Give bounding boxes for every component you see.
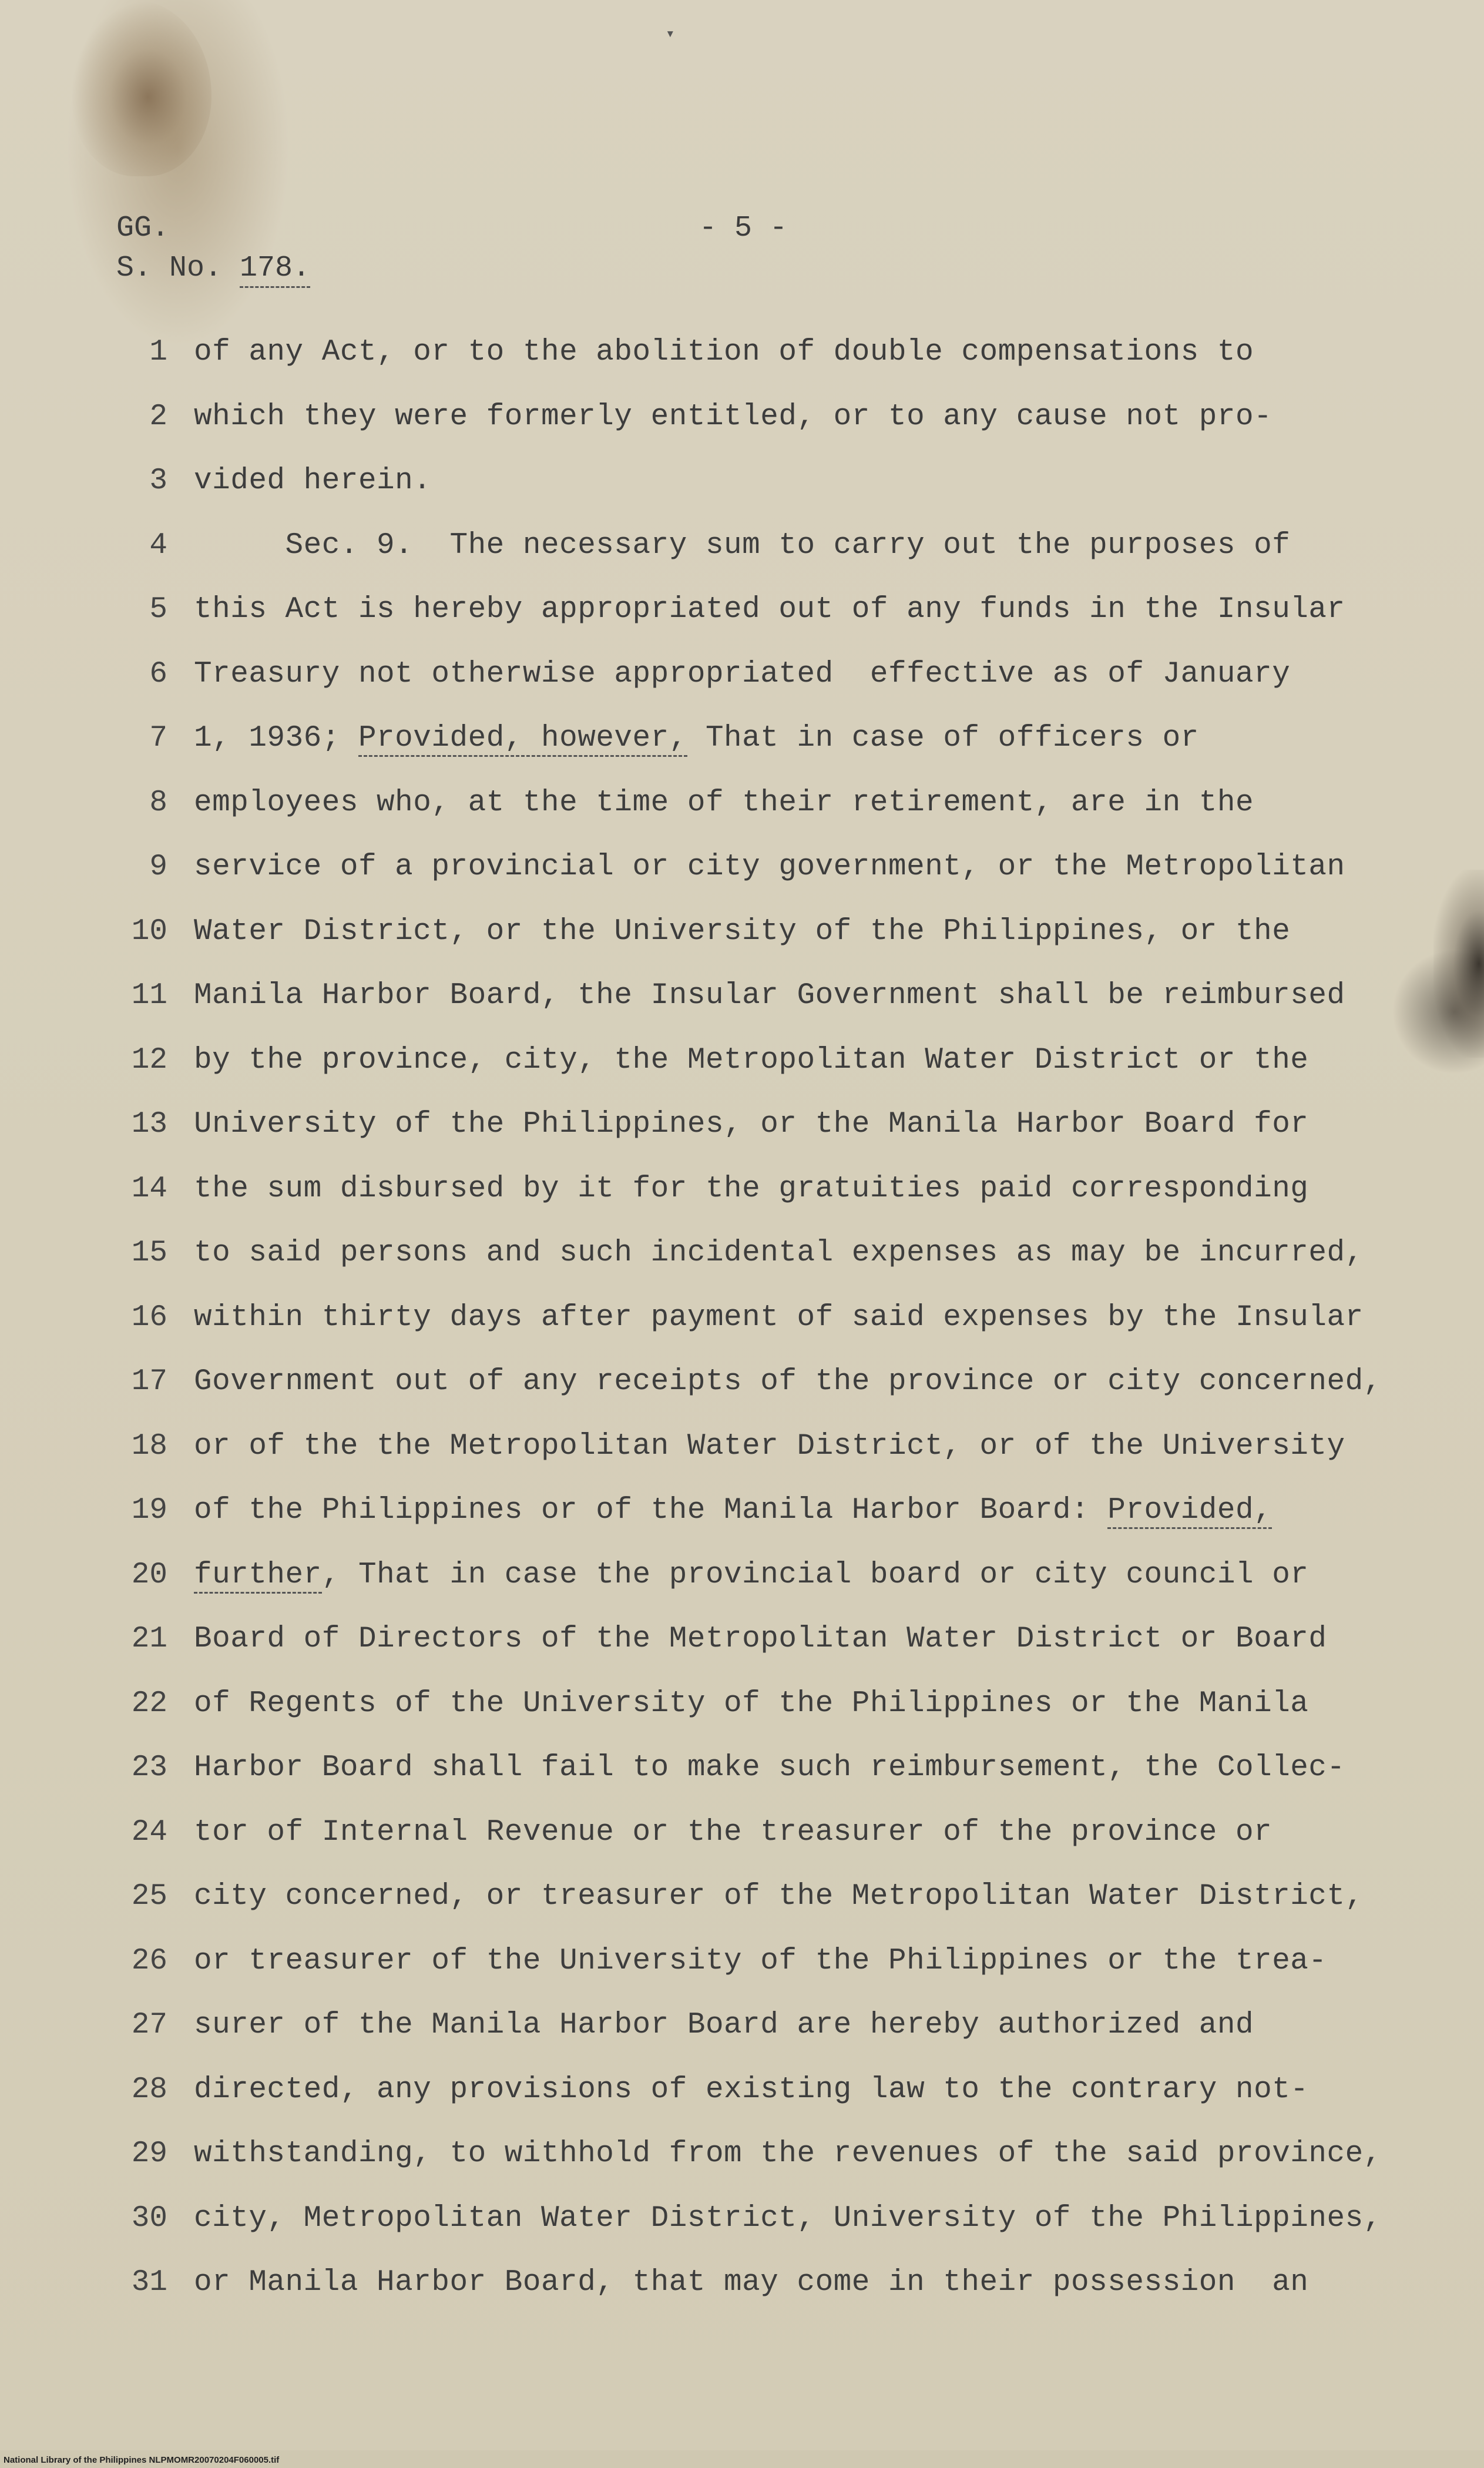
senate-number: 178. xyxy=(240,252,310,288)
line-number: 6 xyxy=(149,657,167,691)
text-line xyxy=(0,1169,1484,1233)
line-number: 26 xyxy=(131,1944,167,1978)
line-number: 19 xyxy=(131,1494,167,1527)
document-header xyxy=(116,209,310,289)
line-text: of Regents of the University of the Philippines or the Manila xyxy=(194,1686,1309,1721)
ink-mark: ▾ xyxy=(666,25,675,43)
text-line xyxy=(0,332,1484,397)
text-line xyxy=(0,1555,1484,1619)
line-number: 10 xyxy=(131,914,167,948)
line-number: 7 xyxy=(149,722,167,755)
header-code: GG. xyxy=(116,212,170,245)
line-number: 9 xyxy=(149,850,167,884)
line-number: 13 xyxy=(131,1108,167,1141)
text-line xyxy=(0,975,1484,1040)
text-line xyxy=(0,2070,1484,2134)
line-number: 2 xyxy=(149,400,167,434)
line-text: employees who, at the time of their retirement, are in the xyxy=(194,786,1254,820)
water-stain xyxy=(70,0,211,176)
text-line xyxy=(0,718,1484,783)
line-number: 25 xyxy=(131,1880,167,1913)
line-text: surer of the Manila Harbor Board are hereby authorized and xyxy=(194,2008,1254,2042)
text-line xyxy=(0,2198,1484,2263)
line-text: of any Act, or to the abolition of double compensations to xyxy=(194,336,1254,369)
line-text: by the province, city, the Metropolitan Water District or the xyxy=(194,1043,1309,1077)
text-line xyxy=(0,1233,1484,1297)
footer-caption: National Library of the Philippines NLPMOMR20070204F060005.tif xyxy=(4,2455,280,2465)
line-number: 4 xyxy=(149,528,167,562)
line-text-post: That in case of officers or xyxy=(687,722,1199,755)
line-number: 12 xyxy=(131,1043,167,1077)
page-number: - 5 - xyxy=(699,212,788,245)
line-text: within thirty days after payment of said expenses by the Insular xyxy=(194,1300,1364,1334)
line-text-pre: of the Philippines or of the Manila Harbor Board: xyxy=(194,1494,1108,1527)
senate-prefix: S. No. xyxy=(116,252,223,285)
line-number: 5 xyxy=(149,593,167,626)
line-number: 24 xyxy=(131,1815,167,1849)
line-text: vided herein. xyxy=(194,464,432,498)
line-text: or Manila Harbor Board, that may come in their possession an xyxy=(194,2266,1309,2299)
line-text-post: , That in case the provincial board or city council or xyxy=(321,1558,1309,1592)
underlined-phrase: Provided, however, xyxy=(358,722,687,757)
numbered-text-body xyxy=(0,332,1484,2327)
line-number: 27 xyxy=(131,2008,167,2042)
line-text xyxy=(194,1555,1308,1596)
text-line xyxy=(0,525,1484,590)
line-number: 15 xyxy=(131,1236,167,1270)
line-text: to said persons and such incidental expenses as may be incurred, xyxy=(194,1236,1364,1270)
line-number: 23 xyxy=(131,1751,167,1785)
text-line xyxy=(0,1104,1484,1169)
line-text: University of the Philippines, or the Manila Harbor Board for xyxy=(194,1108,1309,1141)
line-number: 8 xyxy=(149,786,167,820)
line-number: 16 xyxy=(131,1300,167,1334)
text-line xyxy=(0,2005,1484,2070)
line-text-pre: 1, 1936; xyxy=(194,722,358,755)
line-text: tor of Internal Revenue or the treasurer of the province or xyxy=(194,1815,1273,1849)
line-text xyxy=(194,1490,1272,1531)
text-line xyxy=(0,1362,1484,1426)
line-text: or of the the Metropolitan Water District, or of the University xyxy=(194,1429,1345,1463)
text-line xyxy=(0,1619,1484,1684)
line-number: 28 xyxy=(131,2073,167,2107)
line-text: this Act is hereby appropriated out of any funds in the Insular xyxy=(194,593,1345,626)
line-number: 11 xyxy=(131,979,167,1012)
text-line xyxy=(0,1490,1484,1555)
line-text: the sum disbursed by it for the gratuities paid corresponding xyxy=(194,1172,1309,1206)
senate-number-line xyxy=(116,249,310,289)
line-text: service of a provincial or city government, or the Metropolitan xyxy=(194,850,1345,884)
line-text: city, Metropolitan Water District, University of the Philippines, xyxy=(194,2201,1382,2235)
text-line xyxy=(0,1426,1484,1491)
line-text: Government out of any receipts of the province or city concerned, xyxy=(194,1365,1382,1399)
line-number: 21 xyxy=(131,1622,167,1656)
line-number: 18 xyxy=(131,1429,167,1463)
text-line xyxy=(0,589,1484,654)
text-line xyxy=(0,847,1484,911)
underlined-phrase: Provided, xyxy=(1107,1494,1272,1529)
line-text: Sec. 9. The necessary sum to carry out the purposes of xyxy=(194,528,1291,562)
text-line xyxy=(0,1684,1484,1748)
text-line xyxy=(0,1876,1484,1941)
line-number: 20 xyxy=(131,1558,167,1592)
line-text: Treasury not otherwise appropriated effective as of January xyxy=(194,657,1291,691)
line-number: 17 xyxy=(131,1365,167,1399)
line-text: withstanding, to withhold from the revenues of the said province, xyxy=(194,2137,1382,2171)
text-line xyxy=(0,2134,1484,2198)
line-number: 22 xyxy=(131,1686,167,1721)
text-line xyxy=(0,461,1484,525)
text-line xyxy=(0,397,1484,461)
line-text: Water District, or the University of the Philippines, or the xyxy=(194,914,1291,948)
line-number: 31 xyxy=(131,2266,167,2299)
line-number: 1 xyxy=(149,336,167,369)
line-text: Harbor Board shall fail to make such reimbursement, the Collec- xyxy=(194,1751,1345,1785)
line-text: Board of Directors of the Metropolitan Water District or Board xyxy=(194,1622,1327,1656)
text-line xyxy=(0,1941,1484,2006)
text-line xyxy=(0,1297,1484,1362)
text-line xyxy=(0,1748,1484,1812)
line-number: 14 xyxy=(131,1172,167,1206)
line-text: or treasurer of the University of the Philippines or the trea- xyxy=(194,1944,1327,1978)
text-line xyxy=(0,2262,1484,2327)
line-text: directed, any provisions of existing law to the contrary not- xyxy=(194,2073,1309,2107)
text-line xyxy=(0,783,1484,847)
text-line xyxy=(0,1040,1484,1105)
text-line xyxy=(0,1812,1484,1877)
underlined-phrase: further xyxy=(194,1558,322,1594)
line-text: city concerned, or treasurer of the Metropolitan Water District, xyxy=(194,1880,1364,1913)
line-text: which they were formerly entitled, or to any cause not pro- xyxy=(194,400,1273,434)
line-text: Manila Harbor Board, the Insular Government shall be reimbursed xyxy=(194,979,1345,1012)
line-number: 30 xyxy=(131,2201,167,2235)
line-number: 29 xyxy=(131,2137,167,2171)
text-line xyxy=(0,654,1484,719)
line-text xyxy=(194,718,1199,759)
text-line xyxy=(0,911,1484,976)
line-number: 3 xyxy=(149,464,167,498)
